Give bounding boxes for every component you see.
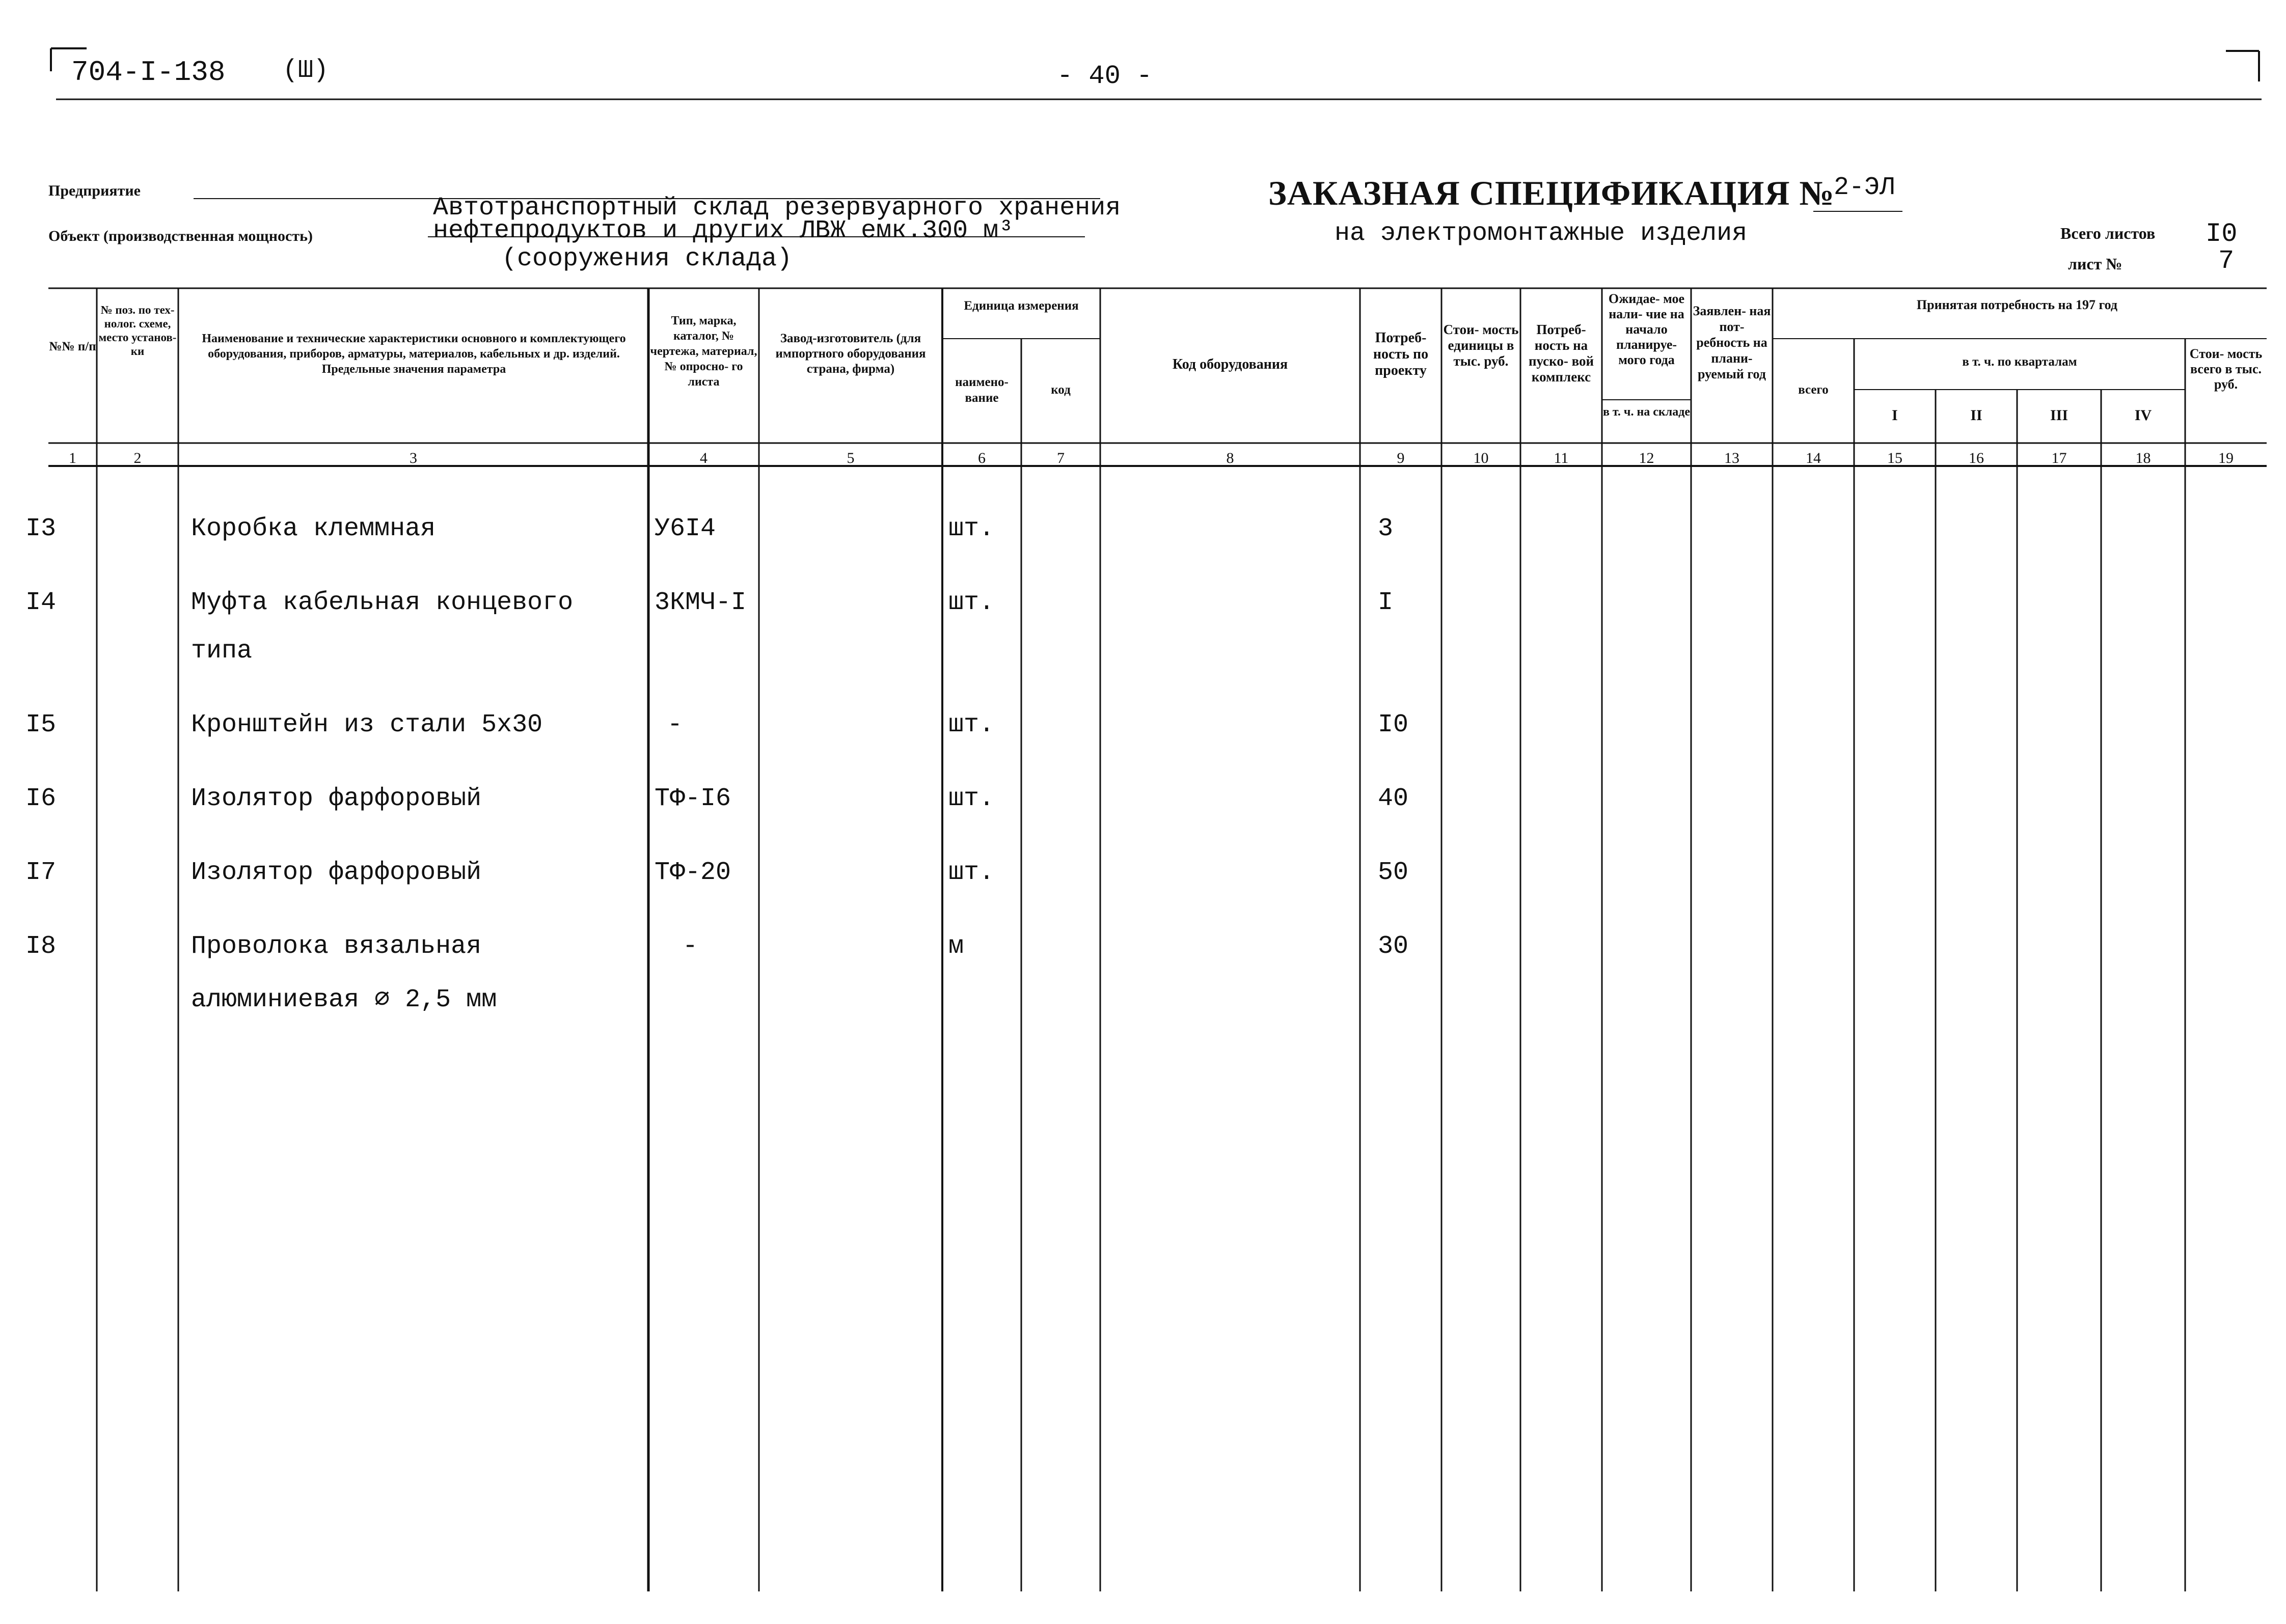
item-name-continued: типа	[191, 637, 253, 666]
page-number: - 40 -	[1057, 61, 1153, 91]
column-number: 8	[1226, 450, 1234, 466]
header-accepted-group: Принятая потребность на 197 год	[1916, 297, 2118, 312]
header-name: Наименование и технические характеристики основного и комплектующего оборудования, приборов, арматуры, материалов, кабельных и др. изделий. Предельные значения параметра	[202, 332, 626, 376]
header-quarter-3: III	[2050, 407, 2069, 424]
item-name: Проволока вязальная	[191, 932, 482, 961]
column-number: 5	[847, 450, 855, 466]
item-quantity: 30	[1378, 932, 1409, 961]
item-name-continued: алюминиевая ∅ 2,5 мм	[191, 985, 497, 1014]
header-unit-name: наимено- вание	[955, 375, 1009, 405]
item-quantity: 3	[1378, 514, 1394, 543]
row-number: I8	[25, 932, 57, 961]
header-quarter-1: I	[1892, 407, 1898, 424]
column-number: 2	[133, 450, 142, 466]
column-number: 19	[2218, 450, 2234, 466]
item-quantity: I0	[1378, 710, 1409, 739]
item-quantity: I	[1378, 588, 1394, 617]
column-number: 13	[1724, 450, 1739, 466]
item-unit: шт.	[948, 514, 995, 543]
column-number: 18	[2135, 450, 2151, 466]
header-quarters-group: в т. ч. по кварталам	[1962, 355, 2077, 369]
column-number: 6	[978, 450, 986, 466]
item-name: Коробка клеммная	[191, 514, 436, 543]
total-sheets-value: I0	[2206, 219, 2238, 249]
object-name-line1: Автотранспортный склад резервуарного хранения	[433, 194, 1121, 223]
header-unit-code: код	[1051, 383, 1071, 397]
row-number: I7	[25, 858, 57, 887]
column-number: 4	[700, 450, 707, 466]
column-number: 1	[69, 450, 76, 466]
sheet-label: лист №	[2068, 255, 2122, 273]
row-number: I6	[25, 784, 57, 813]
total-sheets-label: Всего листов	[2060, 224, 2156, 242]
column-number: 16	[1969, 450, 1984, 466]
item-type: -	[683, 932, 698, 961]
row-number: I5	[25, 710, 57, 739]
object-label: Объект (производственная мощность)	[48, 228, 313, 244]
item-name: Муфта кабельная концевого	[191, 588, 574, 617]
spec-subtitle: на электромонтажные изделия	[1335, 219, 1748, 248]
header-quarter-2: II	[1970, 407, 1982, 424]
header-unit-cost: Стои- мость единицы в тыс. руб.	[1443, 322, 1519, 369]
enterprise-label: Предприятие	[48, 182, 141, 199]
header-project-need: Потреб- ность по проекту	[1373, 330, 1429, 378]
column-number: 11	[1554, 450, 1569, 466]
item-name: Изолятор фарфоровый	[191, 784, 482, 813]
item-unit: шт.	[948, 858, 995, 887]
item-unit: шт.	[948, 710, 995, 739]
object-name-line2: нефтепродуктов и других ЛВЖ емк.300 м³	[433, 216, 1014, 245]
item-unit: м	[948, 932, 964, 961]
column-number: 15	[1887, 450, 1902, 466]
header-unit-group: Единица измерения	[964, 299, 1079, 313]
item-name: Кронштейн из стали 5х30	[191, 710, 543, 739]
header-quarter-4: IV	[2134, 407, 2152, 424]
item-type: У6I4	[655, 514, 716, 543]
item-type: ТФ-20	[655, 858, 731, 887]
item-unit: шт.	[948, 588, 995, 617]
header-in-warehouse: в т. ч. на складе	[1602, 405, 1691, 419]
column-number: 3	[410, 450, 417, 466]
item-quantity: 50	[1378, 858, 1409, 887]
item-name: Изолятор фарфоровый	[191, 858, 482, 887]
column-number: 12	[1639, 450, 1654, 466]
column-number: 14	[1806, 450, 1821, 466]
document-code: 704-I-138	[71, 56, 226, 89]
header-manufacturer: Завод-изготовитель (для импортного оборудования страна, фирма)	[775, 332, 926, 376]
header-row-number: №№ п/п	[49, 340, 96, 353]
item-quantity: 40	[1378, 784, 1409, 813]
header-equipment-code: Код оборудования	[1172, 356, 1288, 372]
sheet-value: 7	[2218, 246, 2235, 276]
row-number: I4	[25, 588, 57, 617]
header-startup-need: Потреб- ность на пуско- вой комплекс	[1528, 322, 1594, 384]
header-accepted-total: всего	[1798, 383, 1829, 397]
item-unit: шт.	[948, 784, 995, 813]
item-type: ТФ-I6	[655, 784, 731, 813]
document-section: (Ш)	[283, 56, 329, 85]
item-type: -	[667, 710, 683, 739]
header-expected-stock: Ожидае- мое нали- чие на начало планируе- мого года	[1608, 291, 1685, 367]
item-type: 3КМЧ-I	[655, 588, 747, 617]
column-number: 7	[1057, 450, 1065, 466]
row-number: I3	[25, 514, 57, 543]
column-number: 9	[1397, 450, 1405, 466]
spec-title: ЗАКАЗНАЯ СПЕЦИФИКАЦИЯ №	[1268, 174, 1835, 212]
object-name-line3: (сооружения склада)	[502, 244, 793, 273]
header-declared-need: Заявлен- ная пот- ребность на плани- руемый год	[1693, 304, 1771, 381]
header-type: Тип, марка, каталог, № чертежа, материал, № опросно- го листа	[650, 314, 757, 389]
header-total-cost: Стои- мость всего в тыс. руб.	[2189, 346, 2263, 392]
spec-number: 2-ЭЛ	[1834, 173, 1895, 202]
column-number: 10	[1473, 450, 1489, 466]
column-number: 17	[2051, 450, 2067, 466]
header-position: № поз. по тех- нолог. схеме, место установ- ки	[98, 304, 177, 357]
